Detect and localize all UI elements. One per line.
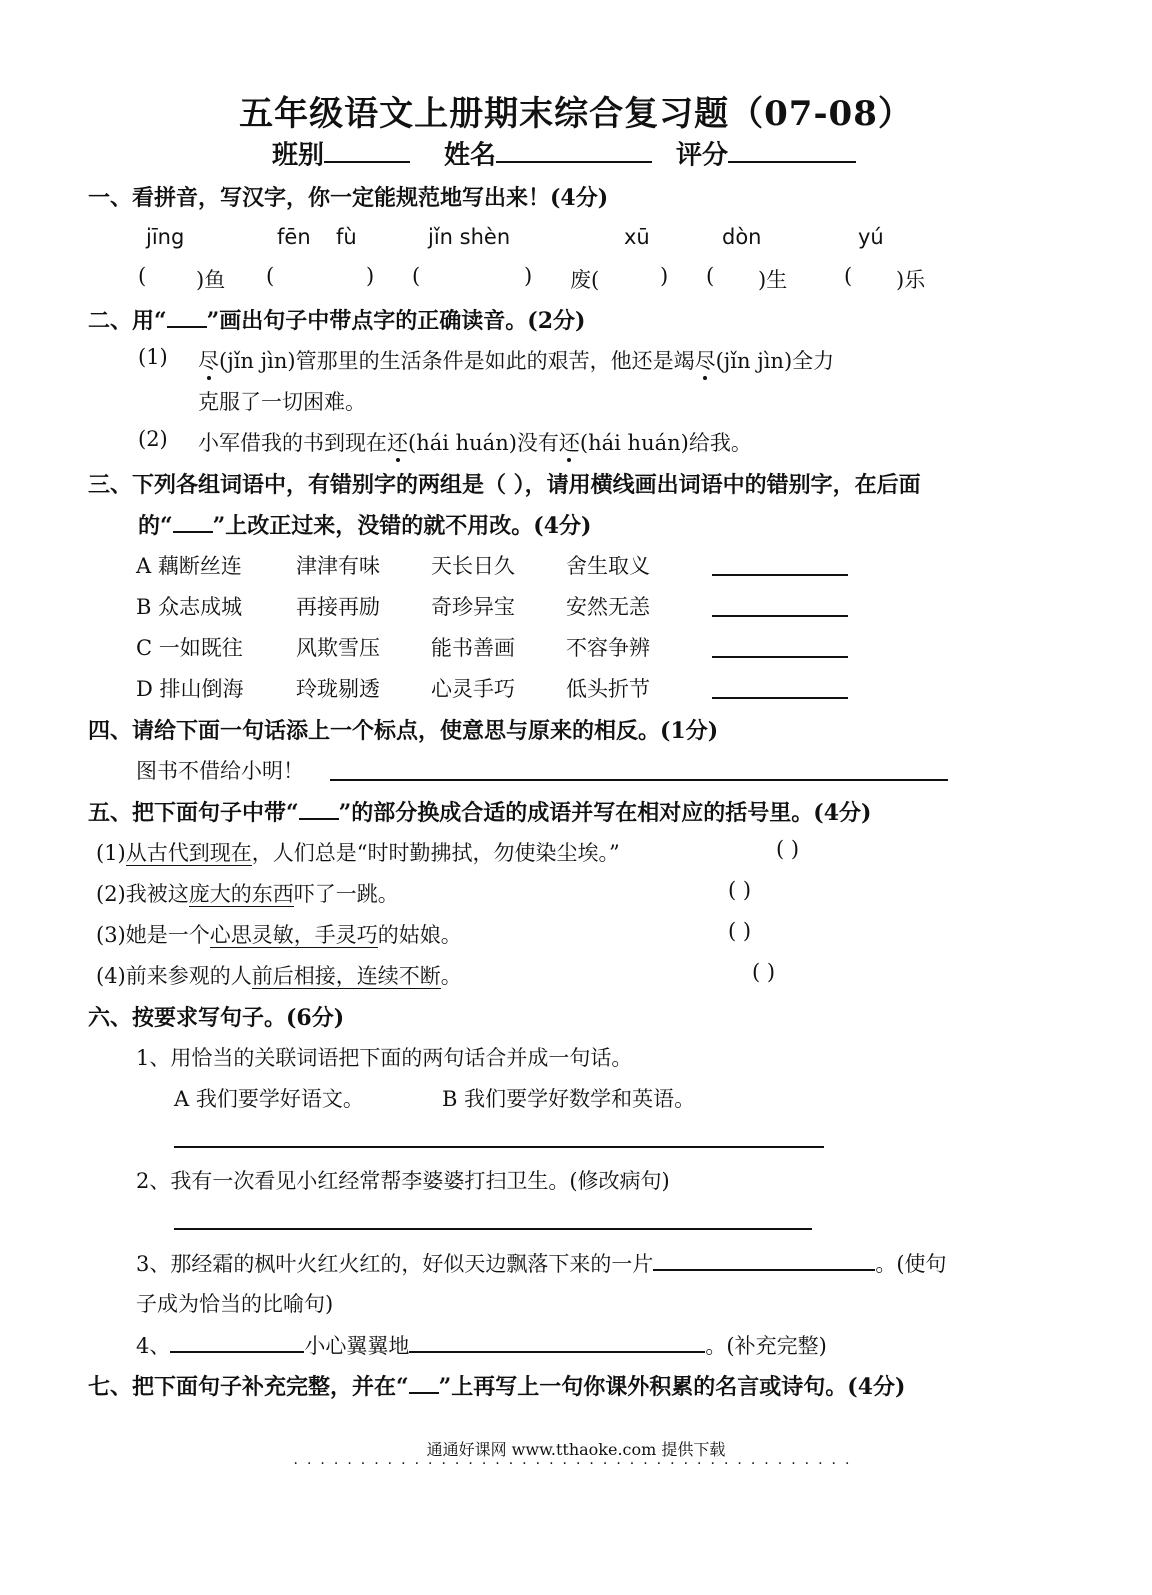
answer-line[interactable] — [330, 779, 948, 781]
word-option: 津津有味 — [296, 554, 380, 578]
underline-mark — [167, 308, 207, 328]
answer-paren[interactable]: ( ) — [776, 837, 800, 861]
dotted-char: 还 — [558, 431, 580, 455]
underlined-phrase: 心思灵敏，手灵巧 — [209, 923, 378, 947]
word-option: 玲珑剔透 — [296, 677, 380, 701]
word-option: 风欺雪压 — [296, 636, 380, 660]
char-slot: )乐 — [896, 268, 926, 292]
page-title: 五年级语文上册期末综合复习题（07-08） — [239, 94, 913, 134]
underline-mark — [173, 513, 213, 533]
name-field — [444, 134, 652, 171]
word-option: 奇珍异宝 — [431, 595, 515, 619]
q6-item1-b: B 我们要学好数学和英语。 — [442, 1087, 696, 1111]
q6-item4 — [136, 1329, 827, 1360]
pinyin: jǐn shèn — [428, 225, 511, 249]
word-option: 低头折节 — [566, 677, 650, 701]
q3-heading-pre: 的“ — [138, 513, 173, 539]
item-num: (4) — [96, 964, 126, 988]
q7-heading-post: ”上再写上一句你课外积累的名言或诗句。(4分) — [438, 1374, 906, 1400]
word-option: C 一如既往 — [136, 636, 243, 660]
q3-heading-line1: 三、下列各组词语中，有错别字的两组是（ ），请用横线画出词语中的错别字，在后面 — [88, 472, 921, 498]
class-label: 班别 — [272, 140, 325, 171]
item-num: (3) — [96, 923, 126, 947]
q6-heading: 六、按要求写句子。(6分) — [88, 1005, 345, 1031]
word-option: D 排山倒海 — [136, 677, 244, 701]
pinyin: fù — [336, 225, 357, 249]
item-text: 。(使句 — [875, 1252, 947, 1277]
char-slot: ( — [266, 264, 275, 288]
q2-heading-post: ”画出句子中带点字的正确读音。(2分) — [206, 308, 586, 334]
dotted-char: 尽 — [198, 349, 219, 373]
char-slot: ) — [366, 264, 375, 288]
item-num: (1) — [96, 841, 126, 865]
underline-mark — [409, 1374, 439, 1394]
char-slot: )生 — [758, 268, 788, 292]
underline-mark — [299, 800, 339, 820]
char-slot: ( — [138, 264, 147, 288]
q2-heading-pre: 二、用“ — [88, 308, 167, 334]
q2-s1-line1 — [198, 345, 834, 375]
q3-heading-post: ”上改正过来，没错的就不用改。(4分) — [212, 513, 592, 539]
q2-s2-num: (2) — [138, 427, 168, 451]
item-text: ，人们总是“时时勤拂拭，勿使染尘埃。” — [251, 841, 620, 865]
q6-item1-a: A 我们要学好语文。 — [174, 1087, 364, 1111]
q7-heading — [88, 1370, 905, 1401]
q2-s2-text: (hái huán)没有 — [408, 431, 559, 455]
pinyin: jīng — [146, 225, 185, 249]
item-text: 小心翼翼地 — [304, 1334, 410, 1359]
char-slot: ( — [844, 264, 853, 288]
answer-line[interactable] — [174, 1228, 812, 1230]
word-option: 天长日久 — [431, 554, 515, 578]
word-option: A 藕断丝连 — [136, 554, 242, 578]
word-option: 能书善画 — [431, 636, 515, 660]
word-option: 舍生取义 — [566, 554, 650, 578]
answer-line[interactable] — [712, 656, 848, 658]
q2-s1-text: (jǐn jìn)全力 — [715, 349, 835, 373]
q5-heading-pre: 五、把下面句子中带“ — [88, 800, 299, 826]
underlined-phrase: 前后相接，连续不断 — [251, 964, 441, 988]
q4-heading: 四、请给下面一句话添上一个标点，使意思与原来的相反。(1分) — [88, 718, 719, 744]
item-text: 4、 — [136, 1334, 171, 1359]
pinyin: dòn — [722, 225, 762, 249]
q5-item — [96, 960, 462, 990]
q5-item — [96, 837, 620, 867]
footer-text: 通通好课网 www.tthaoke.com 提供下载 — [426, 1440, 726, 1459]
word-option: 再接再励 — [296, 595, 380, 619]
dotted-char: 还 — [387, 431, 408, 455]
q6-item3-line2: 子成为恰当的比喻句) — [136, 1292, 334, 1316]
word-option: 不容争辨 — [566, 636, 650, 660]
q3-heading-line2 — [138, 509, 591, 540]
q2-s2-text: (hái huán)给我。 — [579, 431, 752, 455]
item-num: (2) — [96, 882, 126, 906]
word-option: 安然无恙 — [566, 595, 650, 619]
word-option: 心灵手巧 — [431, 677, 515, 701]
answer-paren[interactable]: ( ) — [752, 960, 776, 984]
char-slot: 废( — [570, 268, 600, 292]
score-blank[interactable] — [728, 134, 856, 163]
name-blank[interactable] — [496, 134, 652, 163]
answer-line[interactable] — [174, 1146, 824, 1148]
q2-s1-text: (jǐn jìn)管那里的生活条件是如此的艰苦，他还是竭 — [219, 349, 695, 373]
item-text: 的姑娘。 — [377, 923, 462, 947]
item-text: 我被这 — [125, 882, 189, 906]
item-text: 3、那经霜的枫叶火红火红的，好似天边飘落下来的一片 — [136, 1252, 654, 1277]
class-field — [272, 134, 410, 171]
dotted-char: 尽 — [694, 349, 716, 373]
pinyin: xū — [624, 225, 650, 249]
q1-heading: 一、看拼音，写汉字，你一定能规范地写出来！(4分) — [88, 185, 609, 211]
char-slot: ( — [412, 264, 421, 288]
answer-paren[interactable]: ( ) — [728, 919, 752, 943]
score-label: 评分 — [676, 140, 729, 171]
char-slot: ) — [660, 264, 669, 288]
q5-heading — [88, 796, 871, 827]
q6-item2: 2、我有一次看见小红经常帮李婆婆打扫卫生。(修改病句) — [136, 1169, 670, 1193]
q2-s1-line2: 克服了一切困难。 — [198, 390, 366, 414]
q2-s1-num: (1) — [138, 345, 168, 369]
q4-sentence: 图书不借给小明！ — [136, 759, 304, 783]
q6-item1: 1、用恰当的关联词语把下面的两句话合并成一句话。 — [136, 1046, 633, 1070]
q2-s2-text: 小军借我的书到现在 — [198, 431, 387, 455]
class-blank[interactable] — [324, 134, 410, 163]
q2-heading — [88, 304, 585, 335]
score-field — [676, 134, 856, 171]
q5-item — [96, 878, 399, 908]
char-slot: )鱼 — [196, 268, 226, 292]
pinyin: yú — [858, 225, 884, 249]
underlined-phrase: 从古代到现在 — [125, 841, 252, 865]
answer-paren[interactable]: ( ) — [728, 878, 752, 902]
answer-line[interactable] — [712, 697, 848, 699]
q5-item — [96, 919, 462, 949]
answer-blank[interactable] — [409, 1329, 705, 1353]
underlined-phrase: 庞大的东西 — [188, 882, 294, 906]
q5-heading-post: ”的部分换成合适的成语并写在相对应的括号里。(4分) — [338, 800, 872, 826]
answer-line[interactable] — [712, 574, 848, 576]
q2-s2 — [198, 427, 752, 457]
item-text: 她是一个 — [125, 923, 210, 947]
char-slot: ( — [706, 264, 715, 288]
pinyin: fēn — [277, 225, 311, 249]
item-text: 前来参观的人 — [125, 964, 252, 988]
answer-blank[interactable] — [170, 1329, 304, 1353]
footer-dots: ·········································· — [293, 1456, 859, 1472]
item-text: 。 — [440, 964, 462, 988]
q7-heading-pre: 七、把下面句子补充完整，并在“ — [88, 1374, 409, 1400]
answer-line[interactable] — [712, 615, 848, 617]
item-text: 吓了一跳。 — [293, 882, 399, 906]
q6-item3 — [136, 1247, 947, 1278]
answer-blank[interactable] — [653, 1247, 875, 1271]
word-option: B 众志成城 — [136, 595, 243, 619]
name-label: 姓名 — [444, 140, 497, 171]
item-text: 。(补充完整) — [705, 1334, 827, 1359]
char-slot: ) — [524, 264, 533, 288]
